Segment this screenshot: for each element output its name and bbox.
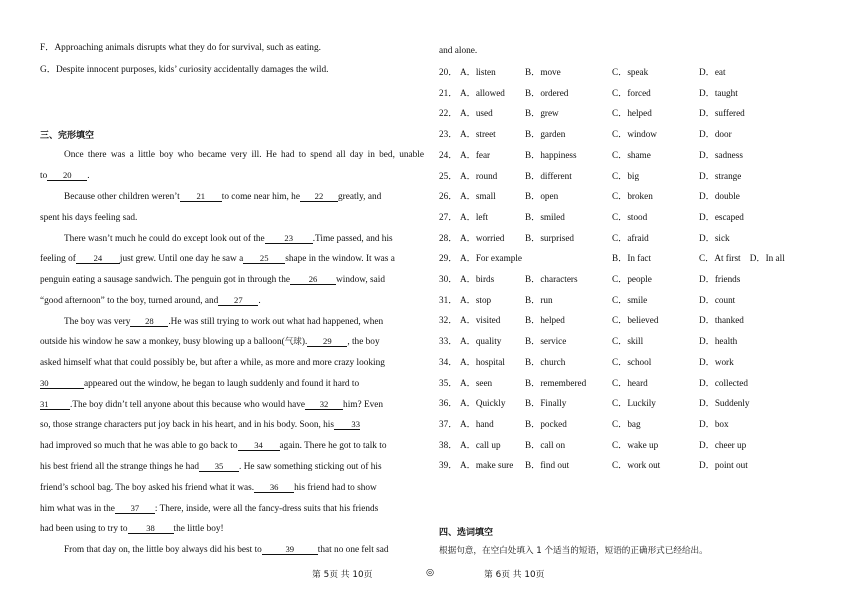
blank: 30: [40, 378, 84, 389]
blank: 29: [307, 336, 347, 347]
option-b: B．helped: [525, 315, 565, 326]
option-c: C．helped: [612, 108, 652, 119]
option-c: C．bag: [612, 418, 641, 429]
page-number-right: 第 6页 共 10页: [484, 570, 545, 580]
blank: 39: [262, 544, 318, 555]
passage-line: From that day on, the little boy always did his best to 39 that no one felt sad: [64, 544, 389, 555]
blank: 23: [265, 233, 313, 244]
question-number: 24．: [439, 149, 458, 160]
passage-line: to 20 .: [40, 170, 90, 181]
blank: 26: [290, 274, 336, 285]
question-number: 33．: [439, 336, 458, 347]
option-d: D．taught: [699, 87, 738, 98]
option-b: B．run: [525, 294, 553, 305]
option-a: A．left: [460, 211, 489, 222]
option-c: C．broken: [612, 191, 653, 202]
option-b: B．grew: [525, 108, 559, 119]
option-d: D．thanked: [699, 315, 744, 326]
option-b: B．move: [525, 67, 561, 77]
question-number: 25．: [439, 170, 458, 181]
option-d: D．health: [699, 336, 738, 347]
option-c: C．smile: [612, 294, 648, 305]
option-d: D．Suddenly: [699, 398, 750, 409]
option-b: B．open: [525, 191, 559, 202]
option-c: C．shame: [612, 149, 651, 160]
option-d: D．eat: [699, 67, 726, 77]
option-c: C．Luckily: [612, 398, 656, 409]
option-d: D．friends: [699, 274, 741, 284]
blank: 25: [243, 253, 285, 264]
option-d: D．escaped: [699, 211, 744, 222]
option-c: C．afraid: [612, 232, 649, 243]
option-b: B．happiness: [525, 149, 577, 160]
passage-line: feeling of 24 just grew. Until one day he saw a 25 shape in the window. It was a: [40, 253, 395, 264]
option-b: B．smiled: [525, 211, 565, 222]
passage-line: friend’s school bag. The boy asked his friend what it was. 36 his friend had to show: [40, 482, 377, 493]
question-number: 30．: [439, 274, 458, 284]
option-c: C．people: [612, 274, 652, 284]
option-b: B．surprised: [525, 232, 574, 243]
option-d: D．count: [699, 294, 736, 305]
option-d: D．sick: [699, 232, 730, 243]
option-b: B．service: [525, 336, 567, 347]
blank: 31: [40, 399, 70, 410]
option-d: D．collected: [699, 377, 748, 388]
blank: 22: [300, 191, 338, 202]
question-number: 39．: [439, 460, 458, 471]
passage-line: had improved so much that he was able to go back to 34 again. There he got to talk to: [40, 440, 387, 451]
option-a: A．worried: [460, 232, 505, 243]
option-c: C．heard: [612, 377, 648, 388]
option-a: A．street: [460, 129, 496, 140]
passage-line: 31 .The boy didn’t tell anyone about this because who would have 32 him? Even: [40, 399, 384, 410]
option-a: A．used: [460, 108, 493, 119]
option-a: A．round: [460, 170, 498, 181]
option-c: C．wake up: [612, 439, 659, 450]
question-number: 26．: [439, 191, 458, 202]
section-heading-word-fill: 四、选词填空: [439, 528, 494, 538]
passage-line: There wasn’t much he could do except look out of the 23 .Time passed, and his: [64, 233, 393, 244]
option-b: B．call on: [525, 439, 566, 450]
question-number: 31．: [439, 294, 458, 305]
question-number: 20．: [439, 67, 458, 77]
option-a: A．quality: [460, 336, 502, 347]
option-d: D．point out: [699, 460, 748, 471]
option-d: D．strange: [699, 170, 742, 181]
option-d: D．double: [699, 191, 740, 202]
question-number: 22．: [439, 108, 458, 119]
passage-line: asked himself what that could possibly be, but after a while, as more and more crazy looking: [40, 358, 385, 368]
option-b: B．Finally: [525, 398, 567, 409]
option-c: C．window: [612, 129, 657, 140]
passage-line: penguin eating a sausage sandwich. The penguin got in through the 26 window, said: [40, 274, 385, 285]
passage-line: 30 appeared out the window, he began to laugh suddenly and found it hard to: [40, 378, 360, 389]
option-c: C．skill: [612, 336, 644, 347]
question-number: 23．: [439, 129, 458, 140]
question-number: 34．: [439, 356, 458, 367]
option-d: D．suffered: [699, 108, 745, 119]
option-c: B．In fact: [612, 253, 652, 264]
option-d: D．sadness: [699, 149, 743, 160]
option-d: C．At first D．In all: [699, 253, 785, 264]
question-number: 28．: [439, 232, 458, 243]
page-number-left: 第 5页 共 10页: [312, 570, 373, 580]
option-d: D．work: [699, 356, 734, 367]
option-a: A．birds: [460, 274, 495, 284]
option-a: A．For example: [460, 253, 523, 264]
blank: 28: [130, 316, 168, 327]
passage-line: The boy was very 28 .He was still trying to work out what had happened, when: [64, 316, 384, 327]
blank: 21: [180, 191, 222, 202]
option-a: A．seen: [460, 377, 493, 388]
option-f: F．Approaching animals disrupts what they do for survival, such as eating.: [40, 43, 321, 53]
option-a: A．make sure: [460, 460, 514, 471]
passage-line: him what was in the 37 : There, inside, were all the fancy-dress suits that his friends: [40, 503, 379, 514]
blank: 24: [76, 253, 120, 264]
option-b: B．find out: [525, 460, 570, 471]
option-b: B．church: [525, 356, 566, 367]
passage-continuation: and alone.: [439, 46, 478, 56]
passage-line: his best friend all the strange things he had 35 . He saw something sticking out of his: [40, 461, 382, 472]
option-c: C．forced: [612, 87, 651, 98]
option-a: A．call up: [460, 439, 501, 450]
question-number: 21．: [439, 87, 458, 98]
question-number: 36．: [439, 398, 458, 409]
section-heading-cloze: 三、完形填空: [40, 131, 95, 141]
option-d: D．box: [699, 418, 729, 429]
option-d: D．cheer up: [699, 439, 747, 450]
question-number: 35．: [439, 377, 458, 388]
question-number: 32．: [439, 315, 458, 326]
option-a: A．allowed: [460, 87, 505, 98]
blank: 33: [334, 419, 360, 430]
blank: 36: [254, 482, 294, 493]
option-b: B．garden: [525, 129, 566, 140]
question-number: 29．: [439, 253, 458, 264]
passage-line: Because other children weren’t 21 to come near him, he 22 greatly, and: [64, 191, 382, 202]
blank: 35: [199, 461, 239, 472]
option-d: D．door: [699, 129, 732, 140]
passage-line: so, those strange characters put joy back in his heart, and in his body. Soon, his 33: [40, 419, 361, 430]
option-g: G．Despite innocent purposes, kids’ curiosity accidentally damages the wild.: [40, 65, 329, 75]
option-c: C．big: [612, 170, 640, 181]
option-a: A．hand: [460, 418, 494, 429]
question-number: 37．: [439, 418, 458, 429]
passage-line: had been using to try to 38 the little boy!: [40, 523, 224, 534]
option-c: C．stood: [612, 211, 648, 222]
blank: 37: [115, 503, 155, 514]
option-c: C．school: [612, 356, 652, 367]
blank: 32: [305, 399, 343, 410]
option-b: B．different: [525, 170, 572, 181]
passage-line: outside his window he saw a monkey, busy blowing up a balloon(气球). 29 , the boy: [40, 336, 380, 347]
option-b: B．pocked: [525, 418, 567, 429]
option-c: C．work out: [612, 460, 661, 471]
blank: 38: [128, 523, 174, 534]
binding-circle-icon: ◎: [426, 568, 435, 578]
option-b: B．remembered: [525, 377, 587, 388]
blank: 27: [218, 295, 258, 306]
option-a: A．listen: [460, 67, 496, 77]
passage-line: “good afternoon” to the boy, turned around, and 27 .: [40, 295, 261, 306]
option-a: A．Quickly: [460, 398, 506, 409]
option-a: A．small: [460, 191, 496, 202]
option-a: A．stop: [460, 294, 492, 305]
passage-line: Once there was a little boy who became very ill. He had to spend all day in bed, unable: [64, 150, 424, 160]
option-a: A．hospital: [460, 356, 505, 367]
blank: 34: [238, 440, 280, 451]
option-c: C．believed: [612, 315, 659, 326]
option-b: B．characters: [525, 274, 578, 284]
question-number: 38．: [439, 439, 458, 450]
question-number: 27．: [439, 211, 458, 222]
option-c: C．speak: [612, 67, 649, 77]
blank: 20: [47, 170, 87, 181]
section-instructions: 根据句意，在空白处填入 1 个适当的短语，短语的正确形式已经给出。: [439, 546, 708, 556]
option-a: A．visited: [460, 315, 501, 326]
option-b: B．ordered: [525, 87, 569, 98]
passage-line: spent his days feeling sad.: [40, 213, 138, 223]
option-a: A．fear: [460, 149, 491, 160]
